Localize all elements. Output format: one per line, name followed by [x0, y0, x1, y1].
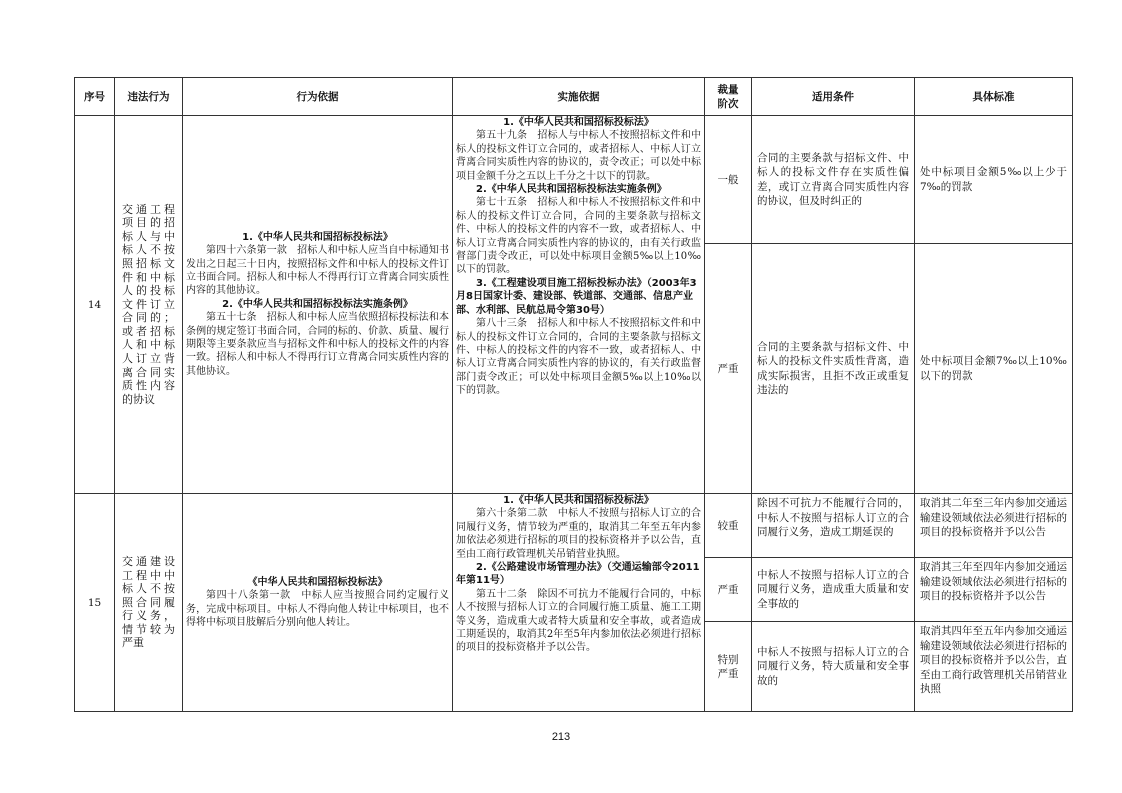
violation-cell: 交通工程项目的招标人与中标人不按照招标文件和中标人的投标文件订立合同的；或者招标人和中标人订立背离合同实质性内容的协议	[115, 116, 183, 494]
basis-law-heading: 《中华人民共和国招标投标法》	[247, 576, 388, 588]
impl-law-heading: 2.《中华人民共和国招标投标法实施条例》	[476, 184, 667, 196]
implementation-cell	[453, 494, 705, 712]
basis-law-text: 第四十八条第一款 中标人应当按照合同约定履行义务，完成中标项目。中标人不得向他人转让中标项目，也不得将中标项目肢解后分别向他人转让。	[186, 590, 449, 628]
header-level: 裁量 阶次	[705, 78, 752, 116]
level-cell	[705, 622, 752, 712]
basis-cell	[183, 494, 453, 712]
condition-cell: 中标人不按照与招标人订立的合同履行义务，特大质量和安全事故的	[752, 622, 915, 712]
header-no: 序号	[75, 78, 115, 116]
table-row	[75, 116, 1073, 244]
level-label: 特别严重	[717, 653, 739, 680]
standard-cell: 取消其四年至五年内参加交通运输建设领域依法必须进行招标的项目的投标资格并予以公告，直至由工商行政管理机关吊销营业执照	[915, 622, 1073, 712]
header-violation: 违法行为	[115, 78, 183, 116]
header-condition: 适用条件	[752, 78, 915, 116]
impl-law-text: 第五十九条 招标人与中标人不按照招标文件和中标人的投标文件订立合同的，或者招标人、中标人订立背离合同实质性内容的协议的，责令改正；可以处中标项目金额千分之五以上千分之十以下的罚款。	[456, 130, 701, 182]
violation-cell: 交通建设工程中中标人不按照合同履行义务，情节较为严重	[115, 494, 183, 712]
header-standard: 具体标准	[915, 78, 1073, 116]
level-cell: 严重	[705, 244, 752, 494]
level-cell: 一般	[705, 116, 752, 244]
basis-law-text: 第四十六条第一款 招标人和中标人应当自中标通知书发出之日起三十日内，按照招标文件和中标人的投标文件订立书面合同。招标人和中标人不得再行订立背离合同实质性内容的其他协议。	[186, 245, 449, 297]
condition-cell: 中标人不按照与招标人订立的合同履行义务，造成重大质量和安全事故的	[752, 558, 915, 622]
implementation-cell	[453, 116, 705, 494]
impl-law-heading: 1.《中华人民共和国招标投标法》	[503, 495, 654, 506]
standard-cell: 处中标项目金额7‰以上10‰以下的罚款	[915, 244, 1073, 494]
row-number: 15	[75, 494, 115, 712]
basis-cell	[183, 116, 453, 494]
basis-law-text: 第五十七条 招标人和中标人应当依照招标投标法和本条例的规定签订书面合同，合同的标的、价款、质量、履行期限等主要条款应当与招标文件和中标人的投标文件的内容一致。招标人和中标人不得再行订立背离合同实质性内容的其他协议。	[186, 312, 449, 377]
impl-law-heading: 1.《中华人民共和国招标投标法》	[503, 117, 654, 128]
row-number: 14	[75, 116, 115, 494]
impl-law-text: 第五十二条 除因不可抗力不能履行合同的，中标人不按照与招标人订立的合同履行施工质量、施工工期等义务，造成重大或者特大质量和安全事故，或者造成工期延误的，取消其2年至5年内参加依法必须进行招标的项目的投标资格并予以公告。	[456, 588, 701, 654]
impl-law-text: 第八十三条 招标人和中标人不按照招标文件和中标人的投标文件订立合同的，合同的主要条款与招标文件、中标人的投标文件的内容不一致，或者招标人、中标人订立背离合同实质性内容的协议的，有关行政监督部门责令改正；可以处中标项目金额5‰以上10‰以下的罚款。	[456, 318, 701, 397]
level-cell: 较重	[705, 494, 752, 558]
page-number: 213	[551, 731, 571, 743]
impl-law-heading: 2.《公路建设市场管理办法》（交通运输部令2011年第11号）	[456, 562, 700, 587]
condition-cell: 合同的主要条款与招标文件、中标人的投标文件实质性背离，造成实际损害，且拒不改正或重复违法的	[752, 244, 915, 494]
level-cell: 严重	[705, 558, 752, 622]
header-implementation: 实施依据	[453, 78, 705, 116]
condition-cell: 合同的主要条款与招标文件、中标人的投标文件存在实质性偏差，或订立背离合同实质性内容的协议，但及时纠正的	[752, 116, 915, 244]
header-basis: 行为依据	[183, 78, 453, 116]
basis-law-heading: 1.《中华人民共和国招标投标法》	[242, 231, 393, 243]
standard-cell: 取消其三年至四年内参加交通运输建设领域依法必须进行招标的项目的投标资格并予以公告	[915, 558, 1073, 622]
standard-cell: 取消其二年至三年内参加交通运输建设领域依法必须进行招标的项目的投标资格并予以公告	[915, 494, 1073, 558]
table-header-row	[75, 78, 1073, 116]
penalty-standards-table	[74, 77, 1073, 712]
table-row	[75, 494, 1073, 558]
standard-cell: 处中标项目金额5‰以上少于7‰的罚款	[915, 116, 1073, 244]
impl-law-heading: 3.《工程建设项目施工招标投标办法》（2003年3月8日国家计委、建设部、铁道部、交通部、信息产业部、水利部、民航总局令第30号）	[456, 277, 697, 316]
impl-law-text: 第七十五条 招标人和中标人不按照招标文件和中标人的投标文件订立合同，合同的主要条款与招标文件、中标人的投标文件的内容不一致，或者招标人、中标人订立背离合同实质性内容的协议的，由有关行政监督部门责令改正，可以处中标项目金额5‰以上10‰以下的罚款。	[456, 197, 701, 276]
condition-cell: 除因不可抗力不能履行合同的，中标人不按照与招标人订立的合同履行义务，造成工期延误的	[752, 494, 915, 558]
basis-law-heading: 2.《中华人民共和国招标投标法实施条例》	[222, 298, 413, 310]
impl-law-text: 第六十条第二款 中标人不按照与招标人订立的合同履行义务，情节较为严重的，取消其二年至五年内参加依法必须进行招标的项目的投标资格并予以公告，直至由工商行政管理机关吊销营业执照。	[456, 508, 701, 560]
